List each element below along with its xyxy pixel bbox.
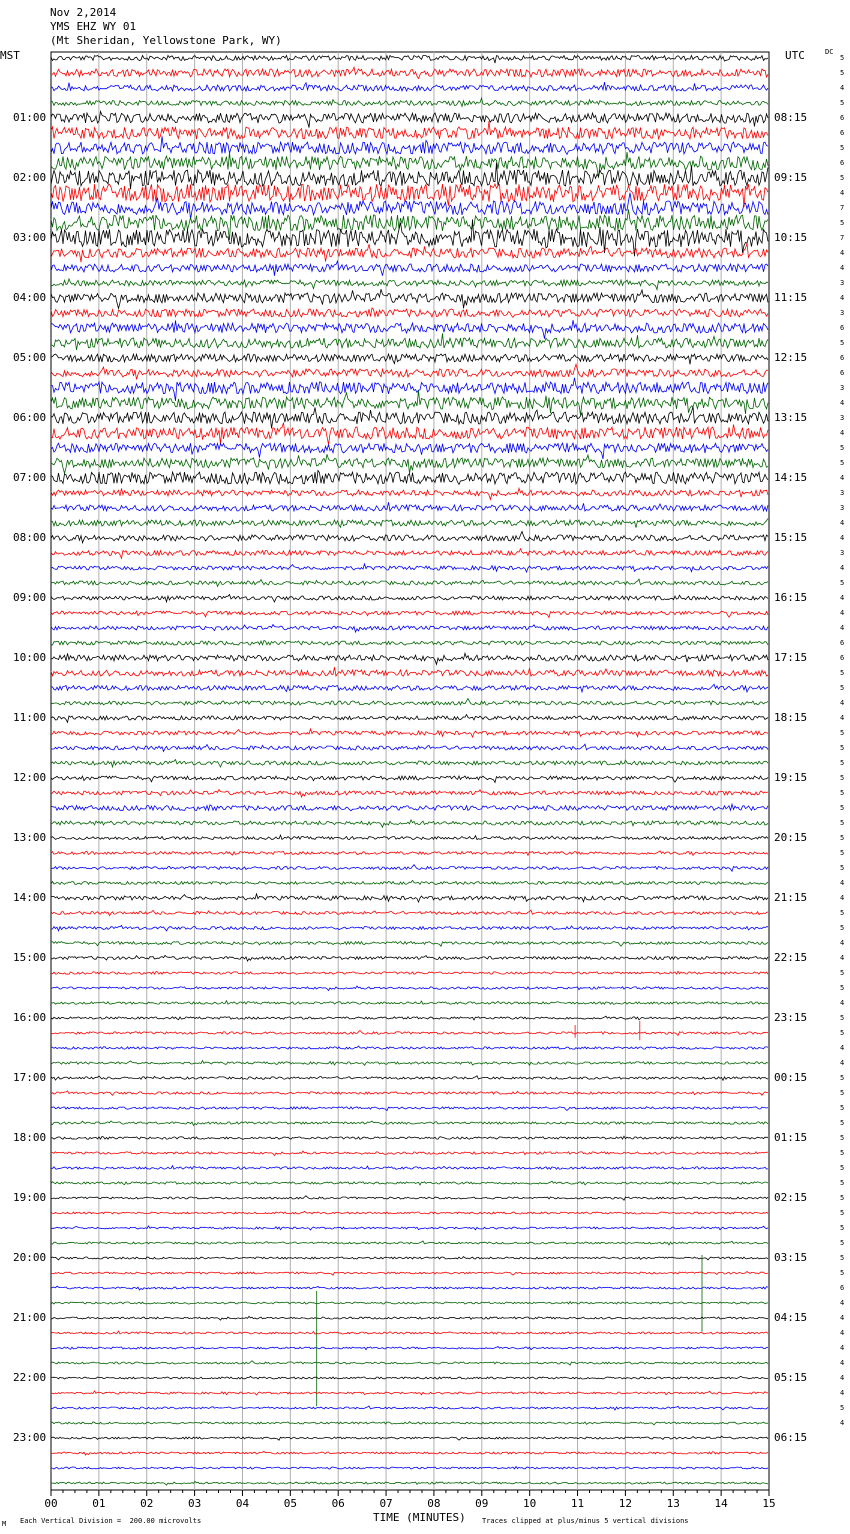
seismic-trace	[51, 667, 768, 676]
x-tick-label: 08	[427, 1497, 441, 1510]
dc-offset-value: 3	[840, 309, 845, 317]
dc-offset-value: 5	[840, 54, 845, 62]
seismic-trace	[51, 1211, 768, 1214]
mst-hour-label: 22:00	[13, 1371, 47, 1384]
dc-offset-value: 4	[840, 714, 845, 722]
dc-offset-value: 5	[840, 459, 845, 467]
seismic-trace	[51, 121, 768, 139]
dc-offset-value: 4	[840, 594, 845, 602]
seismic-trace	[51, 488, 768, 499]
seismic-trace	[51, 406, 768, 428]
mst-hour-label: 04:00	[13, 291, 47, 304]
dc-offset-value: 5	[840, 174, 845, 182]
x-tick-label: 01	[92, 1497, 106, 1510]
seismic-trace	[51, 163, 768, 190]
dc-offset-value: 5	[840, 924, 845, 932]
dc-offset-value: 5	[840, 1209, 845, 1217]
dc-offset-value: 5	[840, 969, 845, 977]
dc-offset-value: 5	[840, 849, 845, 857]
seismic-trace	[51, 1451, 768, 1455]
mst-hour-label: 07:00	[13, 471, 47, 484]
x-tick-label: 11	[570, 1497, 585, 1510]
dc-offset-value: 6	[840, 324, 845, 332]
mst-hour-label: 20:00	[13, 1251, 47, 1264]
dc-offset-value: 5	[840, 1074, 845, 1082]
dc-offset-value: 4	[840, 189, 845, 197]
seismic-trace	[51, 564, 768, 572]
x-tick-label: 15	[762, 1497, 776, 1510]
dc-offset-value: 4	[840, 1314, 845, 1322]
dc-offset-value: 4	[840, 84, 845, 92]
seismic-trace	[51, 1196, 768, 1200]
seismic-trace	[51, 1257, 768, 1260]
utc-hour-label: 23:15	[774, 1011, 808, 1024]
seismic-trace	[51, 391, 768, 416]
utc-hour-label: 19:15	[774, 771, 808, 784]
seismic-trace	[51, 519, 768, 528]
mst-hour-label: 05:00	[13, 351, 47, 364]
seismic-trace	[51, 1121, 768, 1126]
dc-offset-value: 5	[840, 1089, 845, 1097]
seismic-trace	[51, 1272, 768, 1276]
utc-hour-label: 02:15	[774, 1191, 808, 1204]
dc-offset-value: 5	[840, 99, 845, 107]
seismic-trace	[51, 320, 768, 339]
mst-hour-label: 12:00	[13, 771, 47, 784]
plot-date: Nov 2,2014	[50, 6, 117, 19]
x-tick-label: 14	[714, 1497, 728, 1510]
right-timezone-label: UTC	[785, 49, 805, 62]
seismic-trace	[51, 776, 768, 782]
mst-hour-label: 11:00	[13, 711, 47, 724]
x-tick-label: 03	[187, 1497, 202, 1510]
station-code: YMS EHZ WY 01	[50, 20, 137, 33]
utc-hour-label: 15:15	[774, 531, 808, 544]
dc-offset-value: 4	[840, 879, 845, 887]
dc-offset-value: 4	[840, 1344, 845, 1352]
seismic-trace	[51, 894, 768, 902]
utc-hour-label: 17:15	[774, 651, 808, 664]
utc-hour-label: 03:15	[774, 1251, 808, 1264]
utc-hour-label: 01:15	[774, 1131, 808, 1144]
dc-offset-value: 5	[840, 579, 845, 587]
utc-hour-label: 13:15	[774, 411, 808, 424]
utc-hour-label: 20:15	[774, 831, 808, 844]
seismic-trace	[51, 454, 768, 473]
seismic-trace	[51, 835, 768, 839]
utc-hour-label: 22:15	[774, 951, 808, 964]
dc-offset-value: 7	[840, 234, 845, 242]
x-tick-label: 09	[475, 1497, 489, 1510]
seismic-trace	[51, 986, 768, 991]
dc-offset-value: 6	[840, 1284, 845, 1292]
seismic-trace	[51, 1076, 768, 1081]
seismic-trace	[51, 760, 768, 767]
dc-offset-value: 5	[840, 219, 845, 227]
utc-hour-label: 21:15	[774, 891, 808, 904]
seismic-trace	[51, 1255, 768, 1332]
seismic-trace	[51, 1091, 768, 1095]
mst-hour-label: 16:00	[13, 1011, 47, 1024]
utc-hour-label: 16:15	[774, 591, 808, 604]
dc-offset-value: 6	[840, 369, 845, 377]
seismic-trace	[51, 1436, 768, 1440]
dc-offset-value: 5	[840, 144, 845, 152]
dc-offset-value: 5	[840, 1134, 845, 1142]
utc-hour-label: 08:15	[774, 111, 808, 124]
seismic-trace	[51, 625, 768, 633]
dc-offset-value: 4	[840, 294, 845, 302]
seismic-trace	[51, 1286, 768, 1290]
dc-offset-value: 5	[840, 774, 845, 782]
seismic-trace	[51, 308, 768, 317]
seismic-trace	[51, 279, 768, 290]
utc-hour-label: 11:15	[774, 291, 808, 304]
seismic-trace	[51, 1347, 768, 1350]
mst-hour-label: 18:00	[13, 1131, 47, 1144]
seismic-trace	[51, 910, 768, 916]
x-tick-label: 10	[523, 1497, 537, 1510]
seismic-trace	[51, 333, 768, 350]
dc-offset-value: 3	[840, 549, 845, 557]
seismic-trace	[51, 942, 768, 947]
dc-offset-value: 4	[840, 1299, 845, 1307]
seismic-trace	[51, 744, 768, 751]
utc-hour-label: 14:15	[774, 471, 808, 484]
seismic-trace	[51, 804, 768, 811]
seismic-trace	[51, 579, 768, 586]
mst-hour-label: 19:00	[13, 1191, 47, 1204]
dc-offset-value: 5	[840, 789, 845, 797]
utc-hour-label: 05:15	[774, 1371, 808, 1384]
seismic-trace	[51, 549, 768, 559]
dc-offset-value: 5	[840, 669, 845, 677]
seismic-trace	[51, 1467, 768, 1470]
seismic-trace	[51, 111, 768, 127]
dc-offset-value: 3	[840, 384, 845, 392]
seismic-trace	[51, 261, 768, 276]
seismic-trace	[51, 653, 768, 664]
dc-offset-value: 5	[840, 1164, 845, 1172]
dc-offset-value: 7	[840, 204, 845, 212]
seismic-trace	[51, 56, 768, 64]
seismic-trace	[51, 1016, 768, 1020]
seismic-trace	[51, 1241, 768, 1245]
seismic-trace	[51, 925, 768, 931]
dc-offset-value: 4	[840, 609, 845, 617]
x-tick-label: 00	[44, 1497, 58, 1510]
dc-offset-value: 4	[840, 1044, 845, 1052]
mst-hour-label: 08:00	[13, 531, 47, 544]
dc-offset-value: 5	[840, 804, 845, 812]
vertical-scale-note: Each Vertical Division = 200.00 microvolts	[20, 1517, 202, 1525]
mst-hour-label: 21:00	[13, 1311, 47, 1324]
dc-offset-value: 3	[840, 489, 845, 497]
seismic-trace	[51, 1376, 768, 1379]
dc-offset-value: 4	[840, 519, 845, 527]
seismic-trace	[51, 1481, 768, 1485]
dc-offset-value: 5	[840, 1194, 845, 1202]
dc-offset-value: 5	[840, 1404, 845, 1412]
dc-offset-value: 5	[840, 744, 845, 752]
dc-offset-value: 3	[840, 279, 845, 287]
seismic-trace	[51, 611, 768, 617]
dc-offset-value: 4	[840, 429, 845, 437]
x-tick-label: 07	[379, 1497, 393, 1510]
dc-offset-value: 5	[840, 1269, 845, 1277]
utc-hour-label: 09:15	[774, 171, 808, 184]
mst-hour-label: 06:00	[13, 411, 47, 424]
time-axis-title: TIME (MINUTES)	[373, 1511, 466, 1524]
plot-frame	[51, 52, 769, 1490]
dc-offset-value: 6	[840, 654, 845, 662]
seismic-trace	[51, 851, 768, 856]
seismic-trace	[51, 98, 768, 106]
seismic-trace	[51, 67, 768, 78]
dc-offset-value: 4	[840, 249, 845, 257]
mst-hour-label: 17:00	[13, 1071, 47, 1084]
dc-offset-value: 5	[840, 1149, 845, 1157]
seismic-trace	[51, 423, 768, 445]
dc-offset-value: 4	[840, 894, 845, 902]
dc-offset-value: 5	[840, 1254, 845, 1262]
dc-offset-value: 4	[840, 1329, 845, 1337]
seismic-trace	[51, 289, 768, 308]
dc-offset-value: 4	[840, 399, 845, 407]
x-tick-label: 13	[666, 1497, 680, 1510]
station-location: (Mt Sheridan, Yellowstone Park, WY)	[50, 34, 282, 47]
seismic-trace	[51, 443, 768, 459]
seismic-trace	[51, 1331, 768, 1334]
dc-offset-value: 5	[840, 834, 845, 842]
seismic-trace	[51, 595, 768, 602]
left-timezone-label: MST	[0, 49, 20, 62]
dc-offset-value: 5	[840, 1224, 845, 1232]
dc-offset-value: 5	[840, 339, 845, 347]
dc-offset-value: 4	[840, 534, 845, 542]
dc-offset-value: 4	[840, 699, 845, 707]
dc-offset-value: 6	[840, 354, 845, 362]
seismic-trace	[51, 1166, 768, 1170]
clipping-note: Traces clipped at plus/minus 5 vertical divisions	[482, 1517, 689, 1525]
x-tick-label: 05	[283, 1497, 297, 1510]
seismic-trace	[51, 820, 768, 827]
dc-offset-value: 6	[840, 639, 845, 647]
seismic-trace	[51, 955, 768, 961]
seismic-trace	[51, 1181, 768, 1185]
seismic-trace	[51, 971, 768, 974]
seismic-trace	[51, 729, 768, 737]
mst-hour-label: 15:00	[13, 951, 47, 964]
dc-offset-value: 4	[840, 564, 845, 572]
dc-offset-value: 5	[840, 1179, 845, 1187]
dc-offset-value: 5	[840, 444, 845, 452]
dc-offset-value: 5	[840, 729, 845, 737]
seismic-trace	[51, 1061, 768, 1066]
seismic-trace	[51, 641, 768, 646]
dc-offset-value: 4	[840, 939, 845, 947]
seismic-trace	[51, 1316, 768, 1320]
utc-hour-label: 10:15	[774, 231, 808, 244]
seismic-trace	[51, 364, 768, 379]
seismic-trace	[51, 1406, 768, 1410]
x-tick-label: 06	[331, 1497, 345, 1510]
dc-offset-value: 5	[840, 864, 845, 872]
x-tick-label: 02	[140, 1497, 154, 1510]
seismic-trace	[51, 136, 768, 154]
dc-offset-value: 4	[840, 474, 845, 482]
seismic-trace	[51, 699, 768, 705]
x-tick-label: 12	[618, 1497, 633, 1510]
seismic-trace	[51, 880, 768, 884]
utc-hour-label: 06:15	[774, 1431, 808, 1444]
seismic-trace	[51, 684, 768, 692]
mst-hour-label: 03:00	[13, 231, 47, 244]
dc-offset-value: 5	[840, 684, 845, 692]
dc-offset-value: 5	[840, 759, 845, 767]
seismic-trace	[51, 82, 768, 91]
dc-offset-value: 5	[840, 1119, 845, 1127]
dc-offset-value: 5	[840, 1029, 845, 1037]
dc-offset-value: 4	[840, 999, 845, 1007]
seismic-trace	[51, 1001, 768, 1005]
utc-hour-label: 04:15	[774, 1311, 808, 1324]
seismic-trace	[51, 1226, 768, 1230]
plot-grid	[51, 52, 769, 1490]
dc-offset-value: 5	[840, 1014, 845, 1022]
mst-hour-label: 13:00	[13, 831, 47, 844]
dc-offset-value: 5	[840, 984, 845, 992]
time-axis	[44, 1490, 775, 1510]
dc-offset-value: 3	[840, 414, 845, 422]
seismic-trace	[51, 1107, 768, 1111]
dc-offset-value: 4	[840, 954, 845, 962]
dc-offset-value: 3	[840, 504, 845, 512]
mst-hour-label: 01:00	[13, 111, 47, 124]
utc-hour-label: 00:15	[774, 1071, 808, 1084]
dc-offset-value: 5	[840, 1104, 845, 1112]
seismic-trace	[51, 790, 768, 798]
dc-offset-value: 6	[840, 159, 845, 167]
dc-offset-value: 4	[840, 1419, 845, 1427]
seismic-trace	[51, 502, 768, 511]
mst-hour-label: 02:00	[13, 171, 47, 184]
seismic-trace	[51, 715, 768, 723]
seismic-trace	[51, 1136, 768, 1139]
seismic-trace	[51, 1046, 768, 1049]
utc-hour-label: 18:15	[774, 711, 808, 724]
dc-offset-value: 5	[840, 909, 845, 917]
mst-hour-label: 10:00	[13, 651, 47, 664]
seismic-trace	[51, 378, 768, 401]
dc-offset-value: 5	[840, 69, 845, 77]
seismic-trace	[51, 1021, 768, 1040]
dc-offset-header: DC	[825, 48, 834, 56]
seismic-trace	[51, 354, 768, 364]
seismic-trace	[51, 532, 768, 543]
dc-offset-value: 6	[840, 129, 845, 137]
x-tick-label: 04	[235, 1497, 250, 1510]
seismic-traces	[51, 56, 768, 1486]
dc-offset-value: 5	[840, 819, 845, 827]
mst-hour-label: 23:00	[13, 1431, 47, 1444]
dc-offset-value: 4	[840, 1374, 845, 1382]
seismic-trace	[51, 1391, 768, 1395]
utc-hour-label: 12:15	[774, 351, 808, 364]
mst-hour-label: 09:00	[13, 591, 47, 604]
mst-hour-label: 14:00	[13, 891, 47, 904]
dc-offset-value: 4	[840, 1359, 845, 1367]
dc-offset-value: 6	[840, 114, 845, 122]
seismic-trace	[51, 1422, 768, 1425]
dc-offset-value: 5	[840, 1239, 845, 1247]
seismic-trace	[51, 865, 768, 872]
seismic-trace	[51, 1151, 768, 1156]
dc-offset-value: 4	[840, 264, 845, 272]
dc-offset-value: 4	[840, 1389, 845, 1397]
dc-offset-value: 4	[840, 624, 845, 632]
dc-offset-value: 4	[840, 1059, 845, 1067]
corner-mark: M	[2, 1520, 7, 1528]
seismic-trace	[51, 243, 768, 262]
